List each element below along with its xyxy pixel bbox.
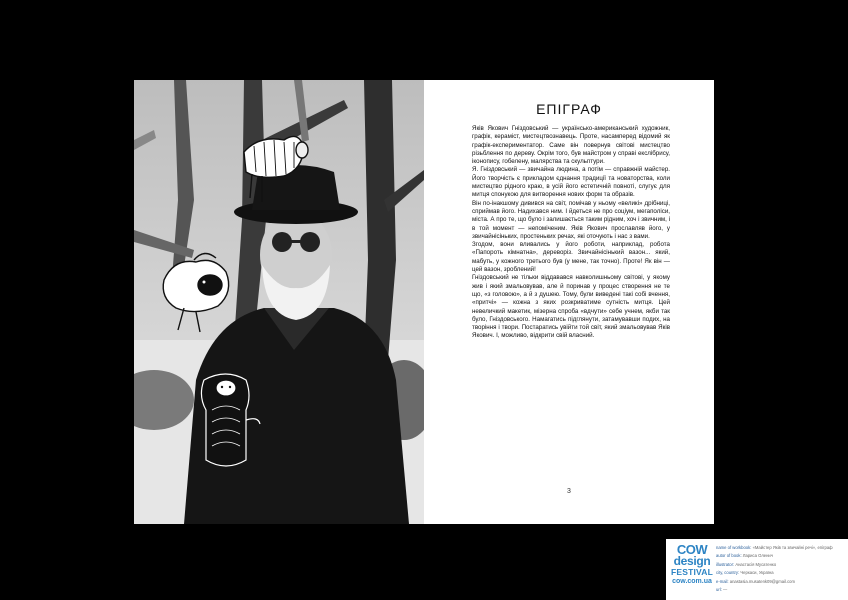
logo-word: FESTIVAL xyxy=(670,567,714,577)
meta-row: name of workbook: «Майстер Яків та звичайні речі», епіграф xyxy=(716,545,833,550)
festival-info-card xyxy=(666,539,848,600)
meta-row: autor of book: Лариса Оленич xyxy=(716,553,773,559)
text-page xyxy=(424,80,714,524)
meta-row: city, country: Черкаси, Україна xyxy=(716,570,774,576)
paragraph: Згодом, вони вливались у його роботи, наприклад, робота «Папороть кімнатна», дереворіз. Звичайнісінький вазон... який, мабуть, у кожного третього був (у мене, так точно). Проте! Як він — цей вазон, зроблений! xyxy=(472,241,670,274)
page-number: 3 xyxy=(567,488,571,495)
paragraph: Гніздовський не тільки віддавався навколишньому світові, у якому жив і який змальовував, але й поринав у процес створення не те що, «з головою», а й з душею. Тому, були виведені такі собі вчення, «притчі» — кожна з яких розкриватиме сутність митця. Цей невеличкий макетик, мізерна спроба «вдчути» себе учнем, якби так було, Гніздовського. Намагатись підглянути, затамувавши подих, на творіння і твори. Постаратись увійти той світ, який змальовував Яків Якович. І, можливо, відкрити свій власний. xyxy=(472,274,670,340)
portrait-photo xyxy=(134,80,424,524)
paragraph: Я. Гніздовський — звичайна людина, а потім — справжній майстер. Його творчість є прикладом єднання традиції та новаторства, коли мистецтво рідного краю, в усій його естетичній повноті, слугує для митця спонукою для витворення нових форм та образів. xyxy=(472,166,670,199)
page-title: ЕПІГРАФ xyxy=(536,101,602,117)
logo-word: design xyxy=(673,554,711,568)
festival-logo xyxy=(670,543,714,597)
meta-row: url: — xyxy=(716,587,728,593)
logo-word: COW xyxy=(676,542,708,557)
meta-row: illustrator: Анастасія Мусатенко xyxy=(716,561,777,567)
epigraph-text xyxy=(472,125,670,341)
workbook-meta xyxy=(716,544,846,594)
logo-url: cow.com.ua xyxy=(672,577,712,585)
paragraph: Яків Якович Гніздовський — українсько-американський художник, графік, керамiст, мистецтвознавець. Проте, насамперед відомий як графік-експериментатор. Саме він повернув світові мистецтво різьблення по дереву. Окрім того, був майстром у справі екслібрису, іконопису, гобелену, малярства та скульптури. xyxy=(472,125,670,166)
book-spread xyxy=(134,80,714,524)
paragraph: Він по-інакшому дивився на світ, помічав у ньому «великі» дрібниці, сприймав його. Надихався ним. І йдеться не про соціум, мегаполіси, міста. А про те, що було і залишається таким рідним, хоч і звичним, і в той момент — непоміченим. Яків Якович прославляв його, у звичайнісіньких, простеньких речах, які оточують і нас з вами. xyxy=(472,199,670,240)
meta-row: e-mail: anastasia.musatenk09@gmail.com xyxy=(716,578,795,584)
